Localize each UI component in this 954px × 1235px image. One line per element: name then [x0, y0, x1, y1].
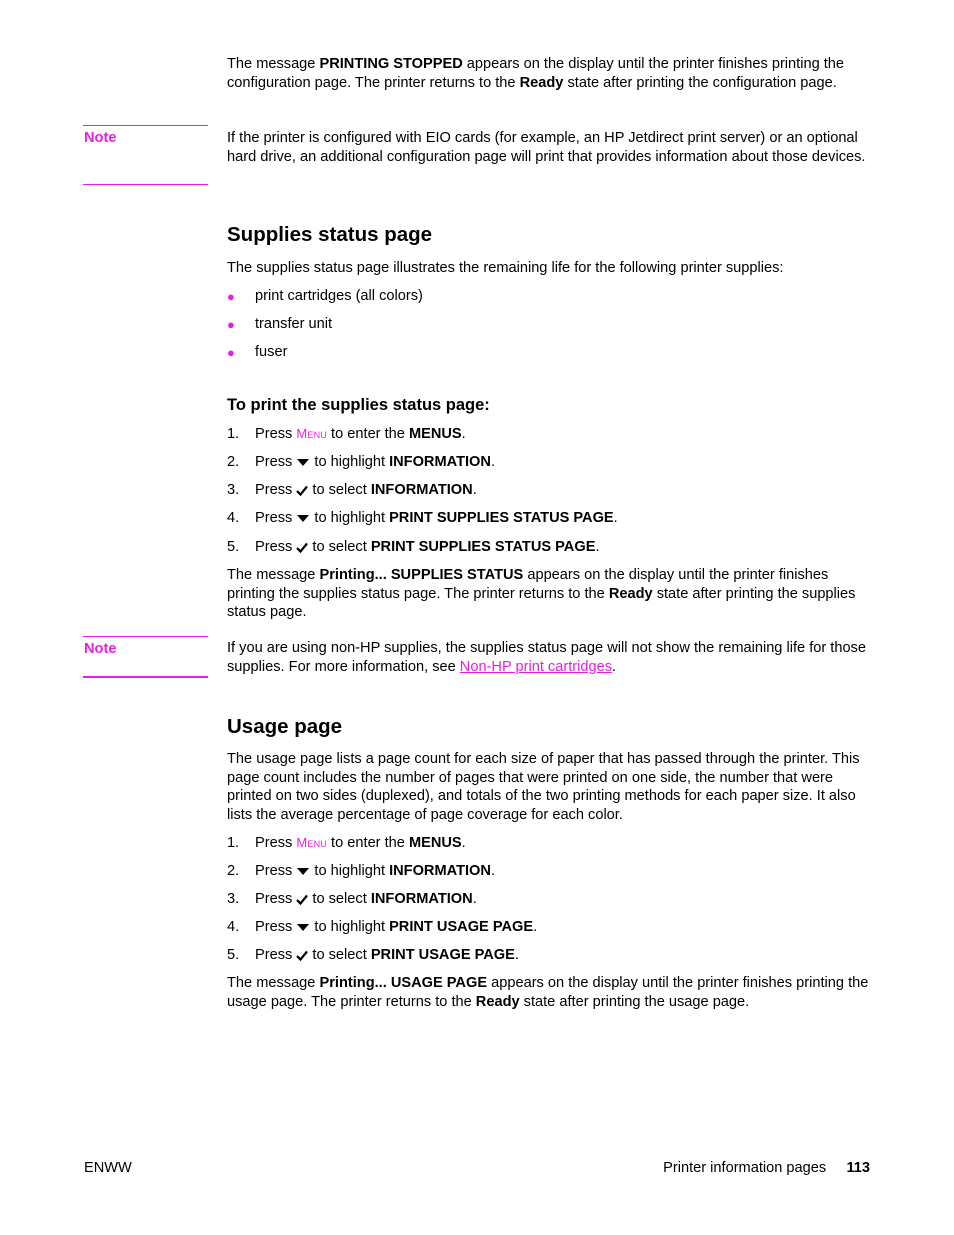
checkmark-icon — [296, 894, 308, 905]
note-rule-bottom — [83, 676, 208, 678]
down-arrow-icon — [296, 866, 310, 876]
section-heading-supplies: Supplies status page — [227, 223, 433, 246]
footer-section-title: Printer information pages — [663, 1160, 827, 1176]
usage-intro: The usage page lists a page count for each size of paper that has passed through the printer. This page count includes the number of pages that were printed on one side, the number that were printed on two sides (duplexed), and totals of the two printing methods for each paper size. It also lists the average percentage of page coverage for each color. — [227, 751, 860, 823]
page-number: 113 — [846, 1160, 870, 1176]
note-rule-top — [83, 636, 208, 637]
link-non-hp-print-cartridges[interactable]: Non-HP print cartridges — [459, 658, 613, 675]
step-number: 3. — [227, 891, 240, 907]
supplies-message-paragraph: The message Printing... SUPPLIES STATUS appears on the display until the printer finishes printing the supplies status page. The printer returns to the Ready state after printing the supplies status page. — [227, 567, 856, 621]
note-rule-bottom — [83, 184, 208, 185]
step-number: 2. — [227, 863, 240, 879]
step-2: Press to highlight INFORMATION. — [255, 863, 495, 879]
step-5: Press to select PRINT USAGE PAGE. — [255, 947, 519, 963]
step-number: 1. — [227, 426, 240, 442]
step-number: 1. — [227, 835, 240, 851]
procedure-heading: To print the supplies status page: — [227, 396, 490, 414]
bullet-icon: ● — [227, 317, 235, 332]
step-1: Press Menu to enter the MENUS. — [255, 426, 466, 442]
usage-message-paragraph: The message Printing... USAGE PAGE appears on the display until the printer finishes printing the usage page. The printer returns to the Ready state after printing the usage page. — [227, 975, 869, 1010]
down-arrow-icon — [296, 922, 310, 932]
step-1: Press Menu to enter the MENUS. — [255, 835, 466, 851]
step-number: 2. — [227, 454, 240, 470]
footer-left: ENWW — [84, 1160, 132, 1176]
checkmark-icon — [296, 950, 308, 961]
step-number: 5. — [227, 539, 240, 555]
down-arrow-icon — [296, 457, 310, 467]
ready-state: Ready — [519, 74, 564, 91]
step-4: Press to highlight PRINT USAGE PAGE. — [255, 919, 538, 935]
message-printing-stopped: PRINTING STOPPED — [319, 56, 463, 72]
list-item: transfer unit — [255, 316, 333, 332]
checkmark-icon — [296, 542, 308, 553]
intro-paragraph: The message PRINTING STOPPED appears on the display until the printer finishes printing the configuration page. The printer returns to the Ready state after printing the configuration page. — [227, 56, 845, 91]
menu-key: Menu — [296, 835, 327, 850]
checkmark-icon — [296, 485, 308, 496]
footer-right — [663, 1159, 870, 1178]
step-number: 4. — [227, 510, 240, 526]
step-3: Press to select INFORMATION. — [255, 891, 477, 907]
note-label: Note — [84, 641, 117, 657]
step-5: Press to select PRINT SUPPLIES STATUS PAGE. — [255, 539, 600, 555]
bullet-icon: ● — [227, 345, 235, 360]
section-heading-usage: Usage page — [227, 715, 343, 738]
bullet-icon: ● — [227, 289, 235, 304]
step-2: Press to highlight INFORMATION. — [255, 454, 495, 470]
step-number: 4. — [227, 919, 240, 935]
step-3: Press to select INFORMATION. — [255, 482, 477, 498]
down-arrow-icon — [296, 513, 310, 523]
note-text: If the printer is configured with EIO cards (for example, an HP Jetdirect print server) or an optional hard drive, an additional configuration page will print that provides information about those devices. — [227, 130, 866, 165]
step-number: 3. — [227, 482, 240, 498]
note-rule-top — [83, 125, 208, 126]
supplies-intro: The supplies status page illustrates the remaining life for the following printer supplies: — [227, 260, 784, 276]
list-item: fuser — [255, 344, 288, 360]
list-item: print cartridges (all colors) — [255, 288, 423, 304]
step-4: Press to highlight PRINT SUPPLIES STATUS PAGE. — [255, 510, 618, 526]
menu-key: Menu — [296, 426, 327, 441]
note-label: Note — [84, 130, 117, 146]
note-text: If you are using non-HP supplies, the supplies status page will not show the remaining life for those supplies. For more information, see Non-HP print cartridges. — [227, 640, 866, 675]
step-number: 5. — [227, 947, 240, 963]
